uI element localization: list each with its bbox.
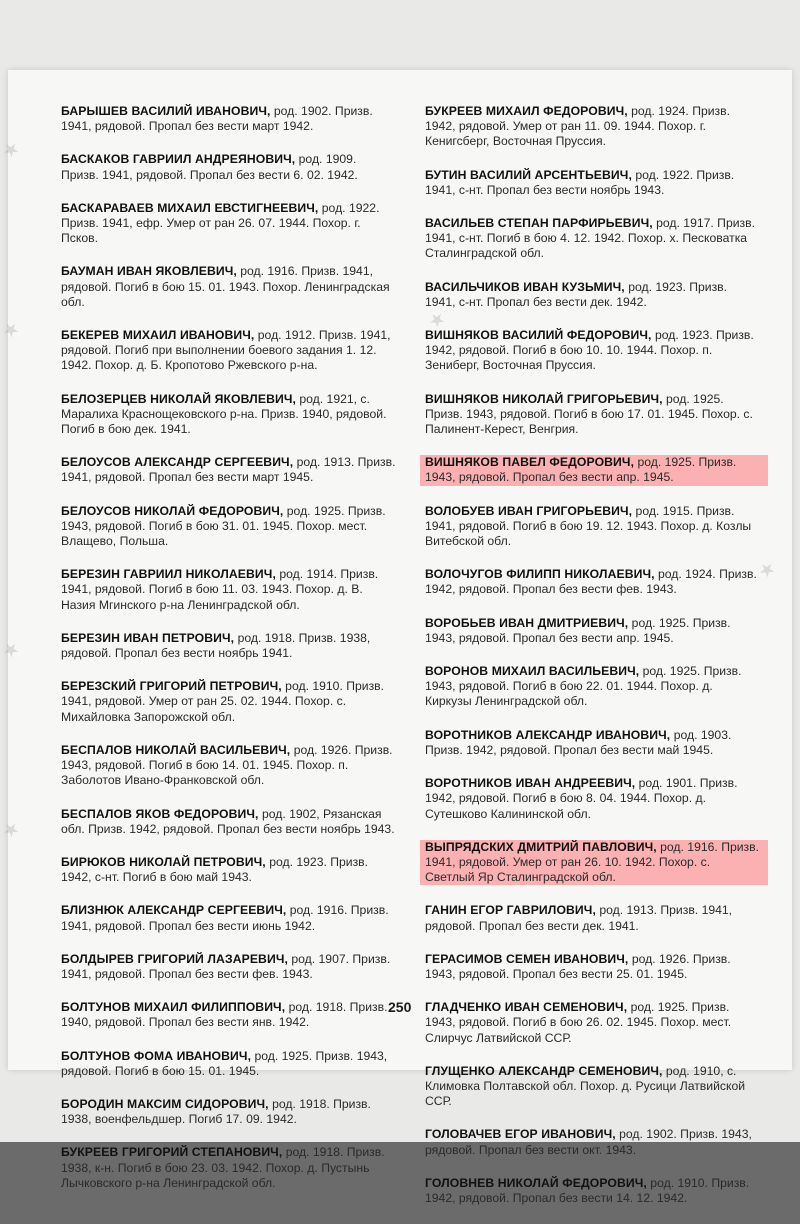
entry	[61, 504, 396, 550]
entry	[425, 903, 760, 933]
person-details: род. 1918. Призв. 1938, к-н. Погиб в бою 23. 03. 1942. Похор. д. Пустынь Лычковского р-на Ленинградской обл.	[61, 1145, 385, 1190]
watermark-star-icon: ★	[0, 819, 23, 842]
entry	[425, 616, 760, 646]
entry	[61, 567, 396, 613]
person-details: род. 1910, с. Климовка Полтавской обл. Похор. д. Русици Латвийской ССР.	[425, 1063, 746, 1109]
person-name: БИРЮКОВ НИКОЛАЙ ПЕТРОВИЧ,	[61, 854, 266, 869]
entry	[61, 855, 396, 885]
person-details: род. 1907. Призв. 1941, рядовой. Пропал без вести фев. 1943.	[61, 951, 391, 981]
person-name: БАСКАРАВАЕВ МИХАИЛ ЕВСТИГНЕЕВИЧ,	[61, 200, 319, 215]
entry	[425, 1000, 760, 1046]
person-name: ВЫПРЯДСКИХ ДМИТРИЙ ПАВЛОВИЧ,	[425, 839, 657, 854]
entry	[425, 1127, 760, 1157]
person-details: род. 1916. Призв. 1941, рядовой. Погиб в бою 15. 01. 1943. Похор. Ленинградская обл.	[61, 264, 390, 309]
entry	[61, 1049, 396, 1079]
person-name: БЕСПАЛОВ НИКОЛАЙ ВАСИЛЬЕВИЧ,	[61, 742, 291, 757]
person-name: ВОРОБЬЕВ ИВАН ДМИТРИЕВИЧ,	[425, 615, 629, 630]
person-details: род. 1912. Призв. 1941, рядовой. Погиб при выполнении боевого задания 1. 12. 1942. Похор. д. Б. Кропотово Ржевского р-на.	[61, 328, 391, 373]
entry	[425, 728, 760, 758]
person-name: БАУМАН ИВАН ЯКОВЛЕВИЧ,	[61, 264, 237, 279]
entry	[61, 1097, 396, 1127]
person-name: БОЛТУНОВ МИХАИЛ ФИЛИППОВИЧ,	[61, 1000, 286, 1015]
entry	[61, 631, 396, 661]
person-name: БУТИН ВАСИЛИЙ АРСЕНТЬЕВИЧ,	[425, 167, 632, 182]
page-number: 250	[388, 999, 412, 1015]
entry	[61, 264, 396, 310]
entry	[425, 168, 760, 198]
person-details: род. 1918. Призв. 1938, рядовой. Пропал без вести ноябрь 1941.	[61, 630, 371, 661]
person-details: род. 1925. Призв. 1943, рядовой. Погиб в бою 26. 02. 1945. Похор. мест. Слирчус Латвийской ССР.	[425, 1000, 732, 1045]
person-details: род. 1914. Призв. 1941, рядовой. Погиб в бою 11. 03. 1943. Похор. д. В. Назия Мгинского р-на Ленинградской обл.	[61, 567, 379, 612]
person-name: ВИШНЯКОВ ВАСИЛИЙ ФЕДОРОВИЧ,	[425, 328, 652, 343]
person-name: ГЛУЩЕНКО АЛЕКСАНДР СЕМЕНОВИЧ,	[425, 1063, 663, 1078]
person-name: БУКРЕЕВ МИХАИЛ ФЕДОРОВИЧ,	[425, 104, 628, 118]
person-details: род. 1923. Призв. 1942, с-нт. Погиб в бою май 1943.	[61, 854, 369, 885]
person-name: ВАСИЛЬЕВ СТЕПАН ПАРФИРЬЕВИЧ,	[425, 216, 653, 231]
entry	[425, 567, 760, 597]
entry	[61, 743, 396, 789]
person-name: БОЛДЫРЕВ ГРИГОРИЙ ЛАЗАРЕВИЧ,	[61, 951, 288, 966]
person-details: род. 1910. Призв. 1941, рядовой. Умер от ран 25. 02. 1944. Похор. с. Михайловка Запорожской обл.	[61, 679, 385, 724]
entry	[61, 903, 396, 933]
person-name: БОЛТУНОВ ФОМА ИВАНОВИЧ,	[61, 1048, 252, 1063]
person-name: БЕЛОУСОВ АЛЕКСАНДР СЕРГЕЕВИЧ,	[61, 455, 294, 470]
person-details: род. 1902. Призв. 1943, рядовой. Пропал без вести окт. 1943.	[425, 1127, 752, 1157]
person-name: БУКРЕЕВ ГРИГОРИЙ СТЕПАНОВИЧ,	[61, 1145, 283, 1160]
watermark-star-icon: ★	[756, 559, 779, 582]
entry	[425, 952, 760, 982]
person-details: род. 1918. Призв. 1940, рядовой. Пропал без вести янв. 1942.	[61, 1000, 388, 1030]
watermark-star-icon: ★	[0, 639, 23, 662]
person-name: БАРЫШЕВ ВАСИЛИЙ ИВАНОВИЧ,	[61, 104, 271, 118]
person-details: род. 1913. Призв. 1941, рядовой. Пропал без вести март 1945.	[61, 455, 396, 485]
entry	[425, 1064, 760, 1110]
person-details: род. 1925. Призв. 1943, рядовой. Погиб в бою 17. 01. 1945. Похор. с. Палинент-Керест, Венгрия.	[425, 391, 753, 437]
person-details: род. 1915. Призв. 1941, рядовой. Погиб в бою 19. 12. 1943. Похор. д. Козлы Витебской обл.	[425, 503, 752, 549]
person-name: БЕЛОУСОВ НИКОЛАЙ ФЕДОРОВИЧ,	[61, 503, 284, 518]
entry	[425, 328, 760, 374]
person-name: ГЛАДЧЕНКО ИВАН СЕМЕНОВИЧ,	[425, 1000, 628, 1015]
entry	[425, 1176, 760, 1206]
entry	[61, 392, 396, 438]
person-name: ГЕРАСИМОВ СЕМЕН ИВАНОВИЧ,	[425, 951, 629, 966]
entry	[425, 392, 760, 438]
entry	[61, 807, 396, 837]
person-name: ВОЛОЧУГОВ ФИЛИПП НИКОЛАЕВИЧ,	[425, 567, 655, 582]
person-name: ГОЛОВАЧЕВ ЕГОР ИВАНОВИЧ,	[425, 1127, 616, 1142]
person-details: род. 1925. Призв. 1943, рядовой. Погиб в бою 22. 01. 1944. Похор. д. Киркузы Ленинградской обл.	[425, 664, 742, 709]
person-details: род. 1925. Призв. 1943, рядовой. Погиб в бою 31. 01. 1945. Похор. мест. Влащево, Польша.	[61, 503, 386, 549]
person-details: род. 1909. Призв. 1941, рядовой. Пропал без вести 6. 02. 1942.	[61, 152, 358, 182]
person-details: род. 1924. Призв. 1942, рядовой. Пропал без вести фев. 1943.	[425, 567, 757, 597]
person-name: ВОРОТНИКОВ ИВАН АНДРЕЕВИЧ,	[425, 776, 636, 791]
person-name: БЕЛОЗЕРЦЕВ НИКОЛАЙ ЯКОВЛЕВИЧ,	[61, 391, 296, 406]
person-details: род. 1923. Призв. 1941, с-нт. Пропал без вести дек. 1942.	[425, 279, 728, 309]
entry	[61, 328, 396, 374]
entry	[61, 952, 396, 982]
person-details: род. 1922. Призв. 1941, ефр. Умер от ран 26. 07. 1944. Похор. г. Псков.	[61, 200, 380, 246]
person-name: БЕРЕЗИН ГАВРИИЛ НИКОЛАЕВИЧ,	[61, 567, 276, 582]
person-details: род. 1925. Призв. 1943, рядовой. Пропал без вести апр. 1945.	[425, 615, 731, 645]
entry	[425, 280, 760, 310]
entry	[61, 455, 396, 485]
person-details: род. 1902. Призв. 1941, рядовой. Пропал без вести март 1942.	[61, 104, 373, 134]
person-details: род. 1901. Призв. 1942, рядовой. Погиб в бою 8. 04. 1944. Похор. д. Сутешково Калининской обл.	[425, 776, 738, 821]
right-column	[425, 104, 760, 1224]
entry	[425, 504, 760, 550]
person-name: ГАНИН ЕГОР ГАВРИЛОВИЧ,	[425, 903, 596, 918]
person-details: род. 1917. Призв. 1941, с-нт. Погиб в бою 4. 12. 1942. Похор. х. Песковатка Сталинградской обл.	[425, 216, 755, 261]
person-details: род. 1913. Призв. 1941, рядовой. Пропал без вести дек. 1941.	[425, 903, 733, 933]
person-details: род. 1910. Призв. 1942, рядовой. Пропал без вести 14. 12. 1942.	[425, 1175, 750, 1205]
person-details: род. 1926. Призв. 1943, рядовой. Погиб в бою 14. 01. 1945. Похор. п. Заболотов Ивано-Франковской обл.	[61, 742, 393, 788]
person-details: род. 1918. Призв. 1938, военфельдшер. Погиб 17. 09. 1942.	[61, 1096, 371, 1127]
entry	[61, 152, 396, 182]
person-details: род. 1921, с. Маралиха Краснощековского р-на. Призв. 1940, рядовой. Погиб в бою дек. 1941.	[61, 391, 387, 437]
entry	[425, 664, 760, 710]
person-name: БЕСПАЛОВ ЯКОВ ФЕДОРОВИЧ,	[61, 806, 259, 821]
entry	[425, 216, 760, 262]
person-name: ВОЛОБУЕВ ИВАН ГРИГОРЬЕВИЧ,	[425, 503, 633, 518]
person-name: ГОЛОВНЕВ НИКОЛАЙ ФЕДОРОВИЧ,	[425, 1175, 647, 1190]
watermark-star-icon: ★	[0, 139, 23, 162]
person-name: ВИШНЯКОВ ПАВЕЛ ФЕДОРОВИЧ,	[425, 455, 635, 470]
person-name: ВИШНЯКОВ НИКОЛАЙ ГРИГОРЬЕВИЧ,	[425, 391, 663, 406]
person-details: род. 1916. Призв. 1941, рядовой. Пропал без вести июнь 1942.	[61, 903, 389, 933]
entry	[425, 104, 760, 150]
entry	[61, 201, 396, 247]
left-column	[61, 104, 396, 1209]
highlighted-entry	[420, 455, 768, 485]
person-details: род. 1903. Призв. 1942, рядовой. Пропал без вести май 1945.	[425, 727, 732, 757]
person-details: род. 1922. Призв. 1941, с-нт. Пропал без вести ноябрь 1943.	[425, 167, 735, 197]
person-details: род. 1926. Призв. 1943, рядовой. Пропал без вести 25. 01. 1945.	[425, 951, 731, 981]
person-name: БЕРЕЗИН ИВАН ПЕТРОВИЧ,	[61, 630, 235, 645]
person-name: БЕКЕРЕВ МИХАИЛ ИВАНОВИЧ,	[61, 328, 255, 343]
watermark-star-icon: ★	[0, 319, 23, 342]
person-details: род. 1925. Призв. 1943, рядовой. Погиб в бою 15. 01. 1945.	[61, 1048, 388, 1078]
person-details: род. 1925. Призв. 1943, рядовой. Пропал без вести апр. 1945.	[425, 455, 737, 485]
person-name: БАСКАКОВ ГАВРИИЛ АНДРЕЯНОВИЧ,	[61, 152, 296, 167]
person-details: род. 1924. Призв. 1942, рядовой. Умер от ран 11. 09. 1944. Похор. г. Кенигсберг, Восточная Пруссия.	[425, 104, 730, 149]
entry	[61, 679, 396, 725]
person-details: род. 1916. Призв. 1941, рядовой. Умер от ран 26. 10. 1942. Похор. с. Светлый Яр Сталинградской обл.	[425, 839, 759, 885]
person-details: род. 1902, Рязанская обл. Призв. 1942, рядовой. Пропал без вести ноябрь 1943.	[61, 806, 395, 836]
person-name: ВАСИЛЬЧИКОВ ИВАН КУЗЬМИЧ,	[425, 279, 625, 294]
person-name: БЛИЗНЮК АЛЕКСАНДР СЕРГЕЕВИЧ,	[61, 903, 287, 918]
person-details: род. 1923. Призв. 1942, рядовой. Погиб в бою 10. 10. 1944. Похор. п. Зениберг, Восточная Пруссия.	[425, 328, 754, 373]
entry	[425, 776, 760, 822]
person-name: БЕРЕЗСКИЙ ГРИГОРИЙ ПЕТРОВИЧ,	[61, 679, 282, 694]
entry	[61, 1000, 396, 1030]
highlighted-entry	[420, 840, 768, 886]
watermark-star-icon: ★	[426, 309, 449, 332]
entry	[61, 104, 396, 134]
person-name: БОРОДИН МАКСИМ СИДОРОВИЧ,	[61, 1096, 269, 1111]
person-name: ВОРОНОВ МИХАИЛ ВАСИЛЬЕВИЧ,	[425, 664, 640, 679]
person-name: ВОРОТНИКОВ АЛЕКСАНДР ИВАНОВИЧ,	[425, 727, 671, 742]
entry	[61, 1145, 396, 1191]
